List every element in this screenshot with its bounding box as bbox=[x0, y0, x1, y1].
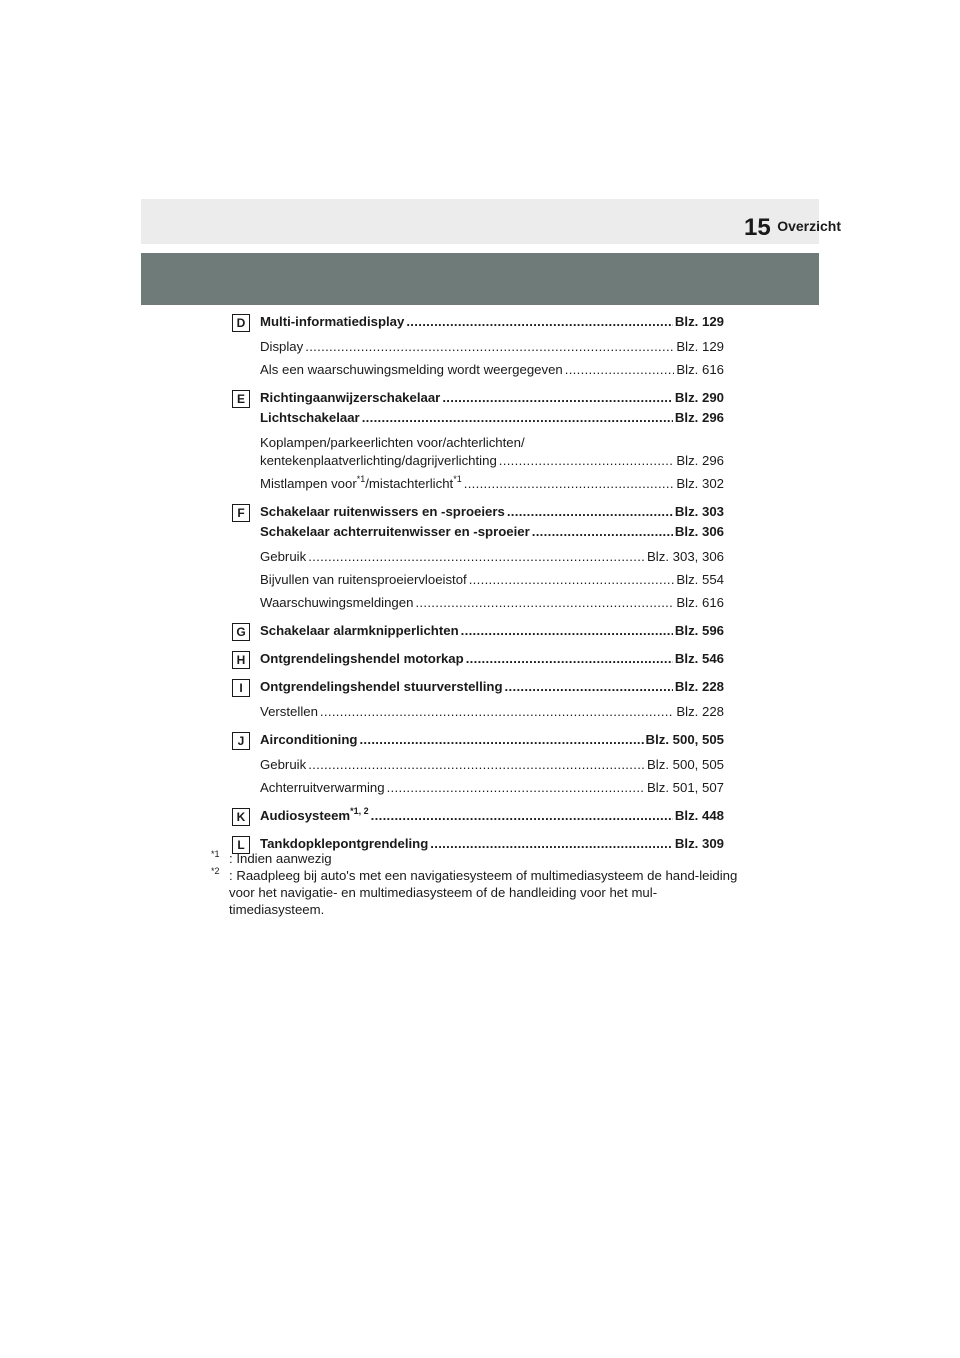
entry-label bbox=[260, 474, 462, 494]
entry-label bbox=[260, 388, 440, 408]
entry-text: Multi-informatiedisplay bbox=[260, 314, 405, 329]
dot-leader bbox=[499, 451, 675, 471]
footnote bbox=[211, 850, 751, 867]
footnote bbox=[211, 867, 751, 918]
toc-section-i bbox=[232, 677, 724, 722]
toc-entry[interactable] bbox=[260, 806, 724, 826]
footnote-text: : Indien aanwezig bbox=[229, 851, 332, 866]
section-letter-box: D bbox=[232, 314, 250, 332]
dot-leader bbox=[387, 778, 645, 798]
page-reference: Blz. 303, 306 bbox=[647, 549, 724, 564]
page-reference: Blz. 228 bbox=[676, 704, 724, 719]
dot-leader bbox=[464, 474, 675, 494]
entry-text: Schakelaar achterruitenwisser en -sproeier bbox=[260, 524, 530, 539]
dot-leader bbox=[362, 408, 673, 428]
page-reference: Blz. 303 bbox=[674, 504, 724, 519]
entry-label bbox=[260, 502, 505, 522]
toc-section-h bbox=[232, 649, 724, 669]
dot-leader bbox=[461, 621, 673, 641]
entry-text: Ontgrendelingshendel motorkap bbox=[260, 651, 464, 666]
toc-section-g bbox=[232, 621, 724, 641]
page-reference: Blz. 546 bbox=[674, 651, 724, 666]
toc-section-d bbox=[232, 312, 724, 380]
toc-subentry[interactable] bbox=[260, 570, 724, 590]
dot-leader bbox=[359, 730, 643, 750]
toc-subentry-text: Koplampen/parkeerlichten voor/achterlichten/ bbox=[260, 435, 525, 450]
entry-text: Schakelaar alarmknipperlichten bbox=[260, 623, 459, 638]
entry-text: Achterruitverwarming bbox=[260, 780, 385, 795]
header-band bbox=[141, 199, 819, 244]
entry-text: /mistachterlicht bbox=[365, 476, 454, 491]
entry-label bbox=[260, 408, 360, 428]
toc-section-k bbox=[232, 806, 724, 826]
entry-label bbox=[260, 806, 369, 826]
entry-text: Richtingaanwijzerschakelaar bbox=[260, 390, 441, 405]
section-letter-box: F bbox=[232, 504, 250, 522]
page-reference: Blz. 500, 505 bbox=[645, 732, 724, 747]
entry-label bbox=[260, 312, 404, 332]
page-reference: Blz. 228 bbox=[674, 679, 724, 694]
footnote-ref: *1 bbox=[453, 474, 462, 484]
entry-text: Audiosysteem bbox=[260, 808, 351, 823]
entry-text: Tankdopklepontgrendeling bbox=[260, 836, 429, 851]
footnotes bbox=[211, 850, 751, 918]
page-reference: Blz. 500, 505 bbox=[647, 757, 724, 772]
section-letter-box: K bbox=[232, 808, 250, 826]
page-reference: Blz. 596 bbox=[674, 623, 724, 638]
entry-text: Airconditioning bbox=[260, 732, 358, 747]
page-reference: Blz. 306 bbox=[674, 524, 724, 539]
section-letter-box: E bbox=[232, 390, 250, 408]
toc-entry[interactable] bbox=[260, 408, 724, 428]
toc-entry[interactable] bbox=[260, 312, 724, 332]
toc-subentry[interactable] bbox=[260, 474, 724, 494]
page-reference: Blz. 302 bbox=[676, 476, 724, 491]
page-reference: Blz. 616 bbox=[676, 362, 724, 377]
dot-leader bbox=[415, 593, 674, 613]
entry-label bbox=[260, 755, 306, 775]
toc-subentry[interactable] bbox=[260, 702, 724, 722]
dot-leader bbox=[406, 312, 673, 332]
toc-entry[interactable] bbox=[260, 388, 724, 408]
page-reference: Blz. 554 bbox=[676, 572, 724, 587]
section-title: Overzicht bbox=[777, 218, 841, 234]
footnote-ref: *1, 2 bbox=[350, 806, 369, 816]
toc-entry[interactable] bbox=[260, 649, 724, 669]
toc-entry[interactable] bbox=[260, 677, 724, 697]
page-reference: Blz. 296 bbox=[674, 410, 724, 425]
page-reference: Blz. 616 bbox=[676, 595, 724, 610]
entry-label bbox=[260, 593, 413, 613]
section-letter-box: J bbox=[232, 732, 250, 750]
section-letter-box: I bbox=[232, 679, 250, 697]
footnote-mark bbox=[211, 850, 220, 867]
dot-leader bbox=[320, 702, 674, 722]
entry-label bbox=[260, 649, 464, 669]
entry-label bbox=[260, 702, 318, 722]
entry-text: kentekenplaatverlichting/dagrijverlichting bbox=[260, 453, 497, 468]
toc-entry[interactable] bbox=[260, 522, 724, 542]
page-reference: Blz. 296 bbox=[676, 453, 724, 468]
entry-text: Bijvullen van ruitensproeiervloeistof bbox=[260, 572, 467, 587]
dot-leader bbox=[507, 502, 673, 522]
entry-label bbox=[260, 730, 357, 750]
section-letter-box: L bbox=[232, 836, 250, 854]
dot-leader bbox=[442, 388, 673, 408]
footnote-text: : Raadpleeg bij auto's met een navigatiesysteem of multimediasysteem de hand-leiding voor het navigatie- en multimediasysteem of de handleiding voor het mul-timediasysteem. bbox=[229, 868, 738, 917]
entry-text: Lichtschakelaar bbox=[260, 410, 360, 425]
page-reference: Blz. 448 bbox=[674, 808, 724, 823]
header-bar bbox=[141, 253, 819, 305]
footnote-mark bbox=[211, 867, 220, 884]
entry-label bbox=[260, 778, 385, 798]
entry-text: Display bbox=[260, 339, 304, 354]
entry-text: Mistlampen voor bbox=[260, 476, 357, 491]
entry-text: Gebruik bbox=[260, 757, 307, 772]
footnote-ref: *1 bbox=[356, 474, 366, 484]
footnote-marker: *1 bbox=[211, 849, 220, 859]
footnote-marker: *2 bbox=[211, 866, 220, 876]
toc-entry[interactable] bbox=[260, 621, 724, 641]
entry-text: Schakelaar ruitenwissers en -sproeiers bbox=[260, 504, 505, 519]
entry-label bbox=[260, 621, 459, 641]
entry-text: Ontgrendelingshendel stuurverstelling bbox=[260, 679, 503, 694]
page-reference: Blz. 309 bbox=[674, 836, 724, 851]
entry-text: Als een waarschuwingsmelding wordt weergegeven bbox=[260, 362, 563, 377]
entry-label bbox=[260, 337, 303, 357]
dot-leader bbox=[466, 649, 673, 669]
dot-leader bbox=[305, 337, 674, 357]
page-reference: Blz. 290 bbox=[674, 390, 724, 405]
section-letter-box: G bbox=[232, 623, 250, 641]
dot-leader bbox=[308, 547, 645, 567]
toc-section-e bbox=[232, 388, 724, 494]
toc-section-f bbox=[232, 502, 724, 613]
page-reference: Blz. 129 bbox=[676, 339, 724, 354]
toc-subentry[interactable] bbox=[260, 337, 724, 357]
dot-leader bbox=[532, 522, 673, 542]
dot-leader bbox=[565, 360, 675, 380]
entry-label bbox=[260, 360, 563, 380]
toc-subentry[interactable] bbox=[260, 451, 724, 471]
toc-entry[interactable] bbox=[260, 502, 724, 522]
entry-label bbox=[260, 451, 497, 471]
entry-text: Verstellen bbox=[260, 704, 318, 719]
page-reference: Blz. 129 bbox=[674, 314, 724, 329]
entry-label bbox=[260, 547, 306, 567]
toc-subentry[interactable] bbox=[260, 360, 724, 380]
section-letter-box: H bbox=[232, 651, 250, 669]
toc-subentry[interactable] bbox=[260, 755, 724, 775]
entry-label bbox=[260, 677, 503, 697]
table-of-contents bbox=[232, 312, 724, 862]
dot-leader bbox=[469, 570, 675, 590]
dot-leader bbox=[505, 677, 673, 697]
entry-text: Gebruik bbox=[260, 549, 307, 564]
dot-leader bbox=[371, 806, 673, 826]
dot-leader bbox=[308, 755, 645, 775]
entry-label bbox=[260, 570, 467, 590]
entry-label bbox=[260, 522, 530, 542]
page-number: 15 bbox=[744, 214, 771, 241]
toc-subentry[interactable] bbox=[260, 593, 724, 613]
entry-text: Waarschuwingsmeldingen bbox=[260, 595, 414, 610]
toc-section-j bbox=[232, 730, 724, 798]
toc-entry[interactable] bbox=[260, 730, 724, 750]
toc-subentry[interactable] bbox=[260, 778, 724, 798]
toc-subentry[interactable] bbox=[260, 547, 724, 567]
page-reference: Blz. 501, 507 bbox=[647, 780, 724, 795]
